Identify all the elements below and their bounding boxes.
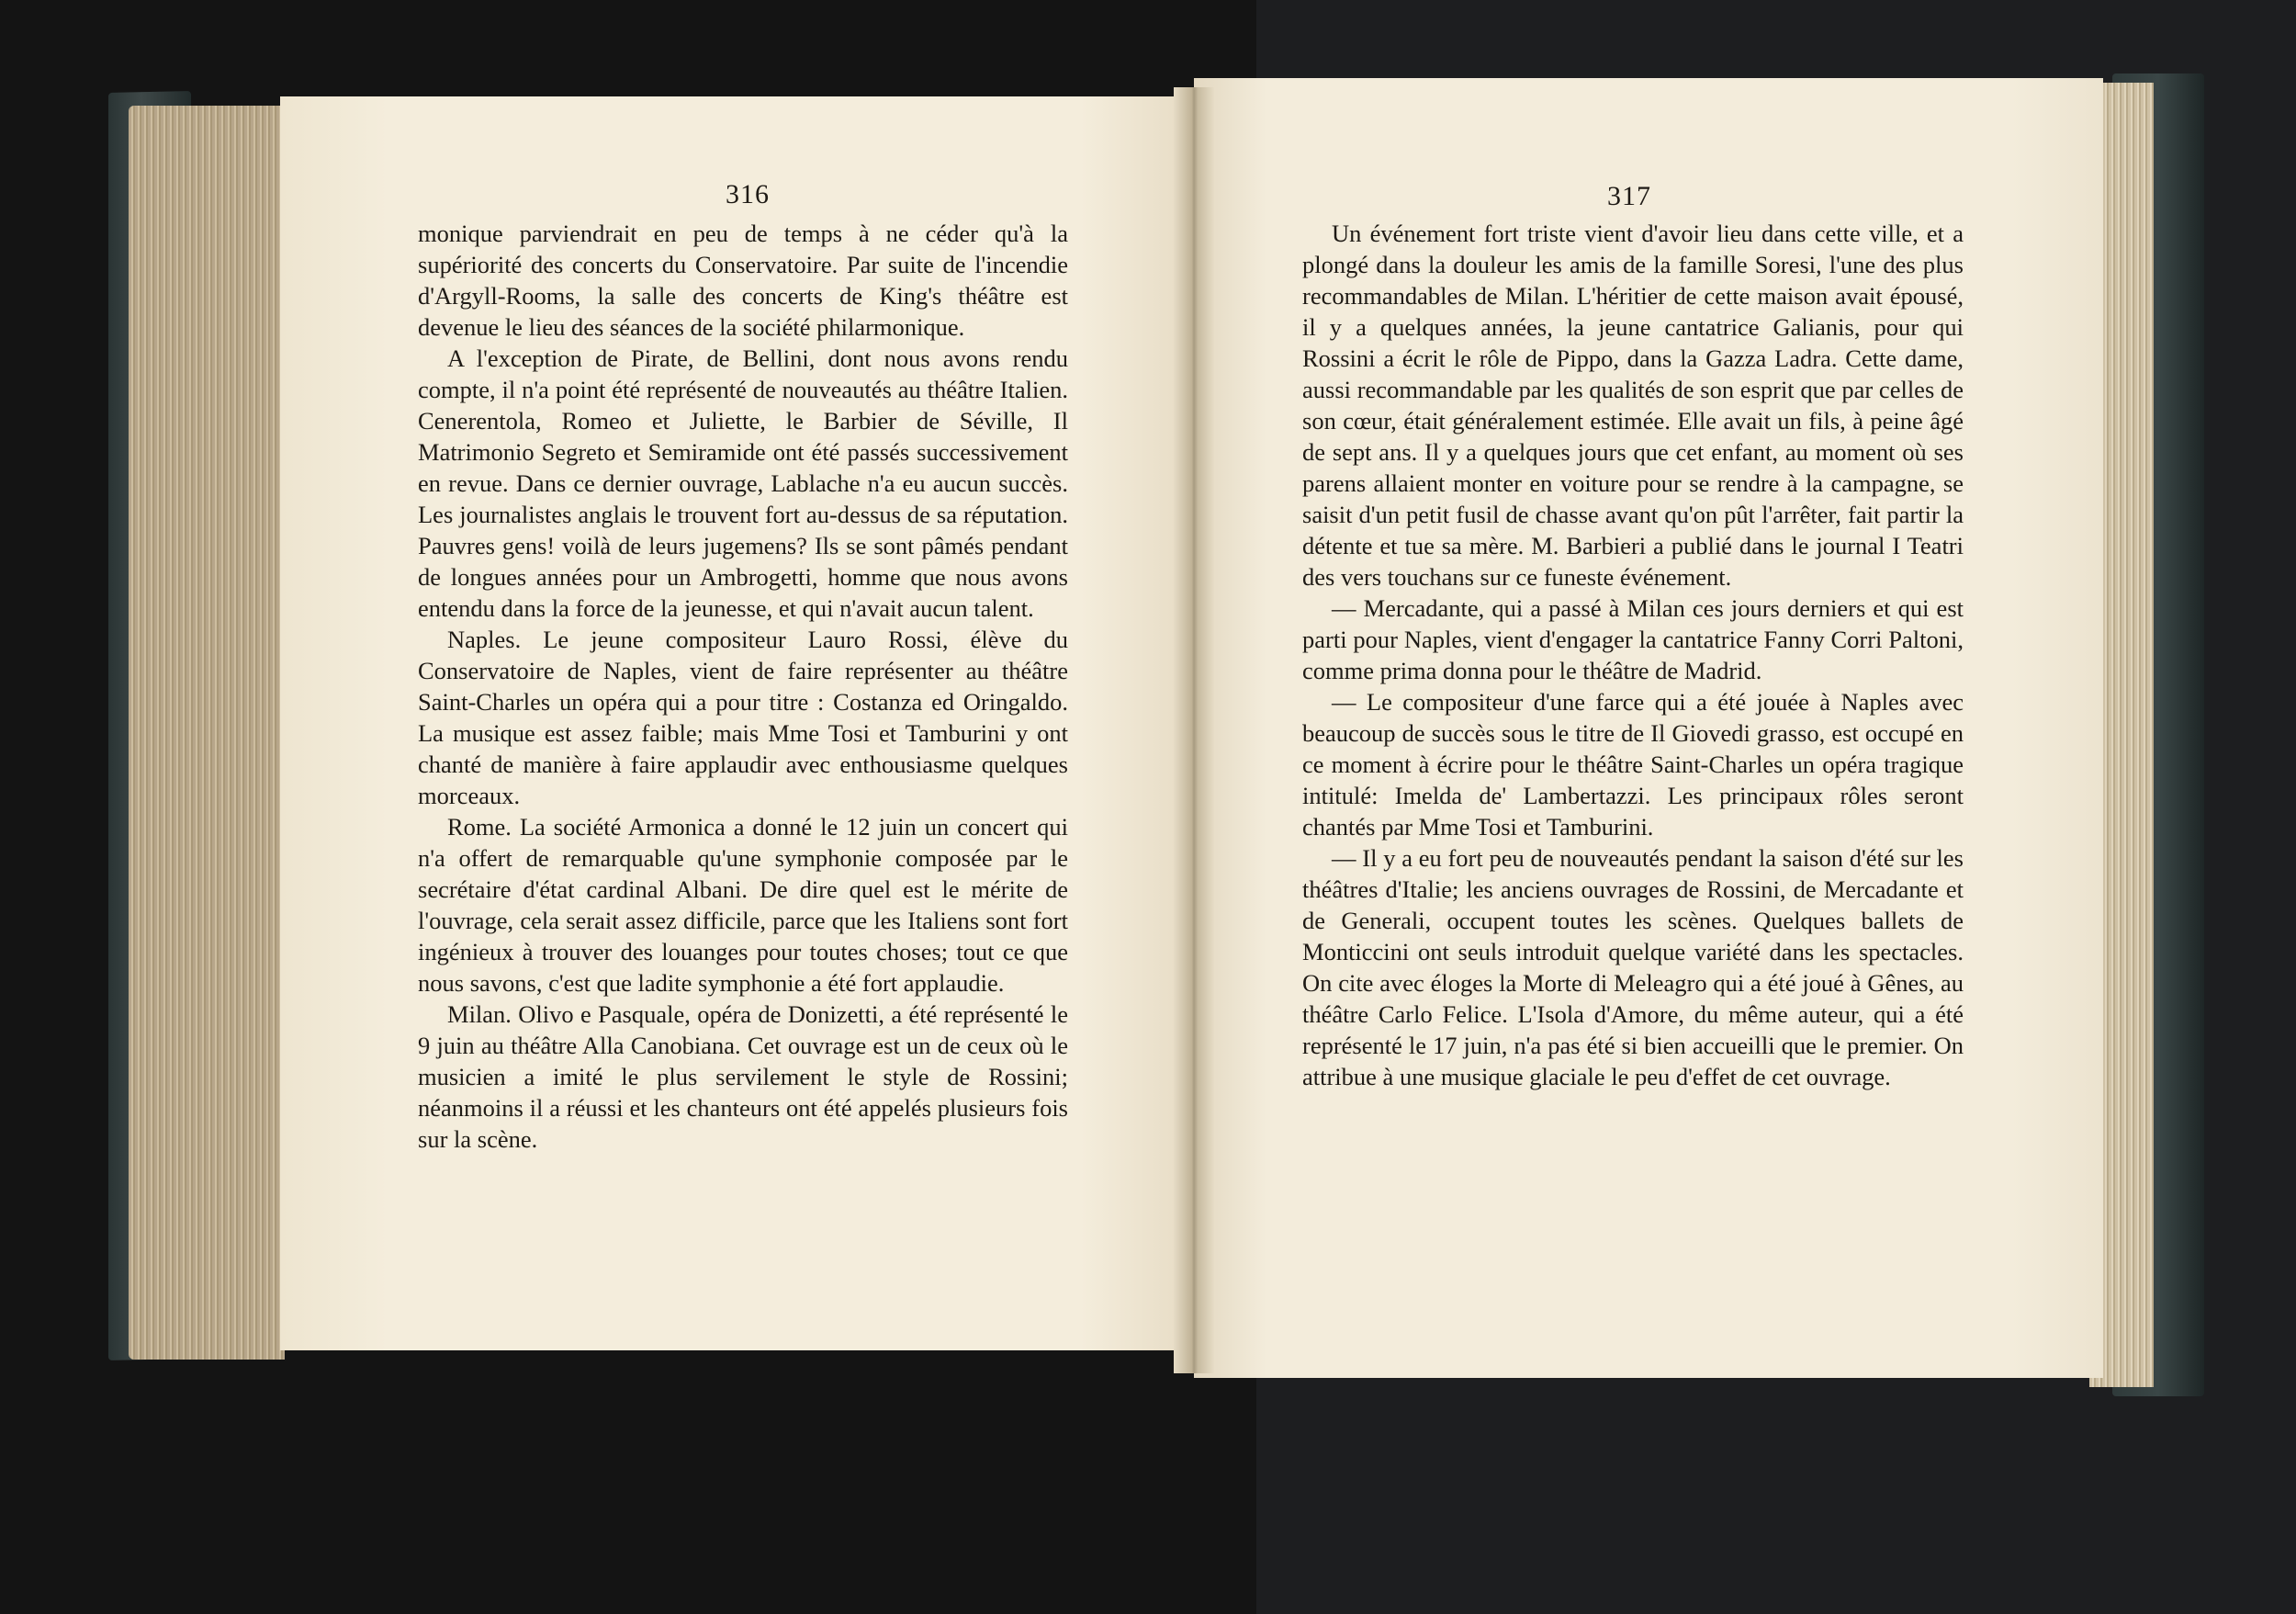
book-gutter	[1174, 87, 1214, 1373]
paragraph: — Il y a eu fort peu de nouveautés pendant la saison d'été sur les théâtres d'Italie; les anciens ouvrages de Rossini, de Mercadante et de Generali, occupent toutes les scènes. Quelques ballets de Monticcini ont seuls introduit quelque variété dans les spectacles. On cite avec éloges la Morte di Meleagro qui a été joué à Gênes, au théâtre Carlo Felice. L'Isola d'Amore, du même auteur, qui a été représenté le 17 juin, n'a pas été si bien accueilli que le premier. On attribue à une musique glaciale le peu d'effet de cet ouvrage.	[1302, 844, 1964, 1090]
paragraph: Naples. Le jeune compositeur Lauro Rossi, élève du Conservatoire de Naples, vient de faire représenter au théâtre Saint-Charles un opéra qui a pour titre : Costanza ed Oringaldo. La musique est assez faible; mais Mme Tosi et Tamburini y ont chanté de manière à faire applaudir avec enthousiasme quelques morceaux.	[418, 626, 1068, 809]
paragraph: Rome. La société Armonica a donné le 12 juin un concert qui n'a offert de remarquable qu'une symphonie composée par le secrétaire d'état cardinal Albani. De dire quel est le mérite de l'ouvrage, cela serait assez difficile, parce que les Italiens sont fort ingénieux à trouver des louanges pour toutes choses; tout ce que nous savons, c'est que ladite symphonie a été fort applaudie.	[418, 813, 1068, 997]
left-page-text	[418, 218, 1068, 1155]
page-number: 316	[726, 179, 770, 209]
paragraph: A l'exception de Pirate, de Bellini, dont nous avons rendu compte, il n'a point été représenté de nouveautés au théâtre Italien. Cenerentola, Romeo et Juliette, le Barbier de Séville, Il Matrimonio Segreto et Semiramide ont été passés successivement en revue. Dans ce dernier ouvrage, Lablache n'a eu aucun succès. Les journalistes anglais le trouvent fort au-dessus de sa réputation. Pauvres gens! voilà de leurs jugemens? Ils se sont pâmés pendant de longues années pour un Ambrogetti, homme que nous avons entendu dans la force de la jeunesse, et qui n'avait aucun talent.	[418, 344, 1068, 622]
left-page-edges	[129, 106, 285, 1360]
right-page-text	[1302, 218, 1964, 1092]
paragraph: — Mercadante, qui a passé à Milan ces jours derniers et qui est parti pour Naples, vient d'engager la cantatrice Fanny Corri Paltoni, comme prima donna pour le théâtre de Madrid.	[1302, 594, 1964, 684]
right-page	[1194, 78, 2103, 1378]
paragraph: Milan. Olivo e Pasquale, opéra de Donizetti, a été représenté le 9 juin au théâtre Alla Canobiana. Cet ouvrage est un de ceux où le musicien a imité le plus servilement le style de Rossini; néanmoins il a réussi et les chanteurs ont été appelés plusieurs fois sur la scène.	[418, 1000, 1068, 1153]
page-number: 317	[1607, 181, 1651, 211]
left-page	[280, 96, 1189, 1350]
paragraph: — Le compositeur d'une farce qui a été jouée à Naples avec beaucoup de succès sous le titre de Il Giovedi grasso, est occupé en ce moment à écrire pour le théâtre Saint-Charles un opéra tragique intitulé: Imelda de' Lambertazzi. Les principaux rôles seront chantés par Mme Tosi et Tamburini.	[1302, 688, 1964, 841]
paragraph: Un événement fort triste vient d'avoir lieu dans cette ville, et a plongé dans la douleur les amis de la famille Soresi, l'une des plus recommandables de Milan. L'héritier de cette maison avait épousé, il y a quelques années, la jeune cantatrice Galianis, pour qui Rossini a écrit le rôle de Pippo, dans la Gazza Ladra. Cette dame, aussi recommandable par les qualités de son esprit que par celles de son cœur, était généralement estimée. Elle avait un fils, à peine âgé de sept ans. Il y a quelques jours que cet enfant, au moment où ses parens allaient monter en voiture pour se rendre à la campagne, se saisit d'un petit fusil de chasse avant qu'on pût l'arrêter, fait partir la détente et tue sa mère. M. Barbieri a publié dans le journal I Teatri des vers touchans sur ce funeste événement.	[1302, 220, 1964, 591]
paragraph: monique parviendrait en peu de temps à ne céder qu'à la supériorité des concerts du Conservatoire. Par suite de l'incendie d'Argyll-Rooms, la salle des concerts de King's théâtre est devenue le lieu des séances de la société philarmonique.	[418, 220, 1068, 341]
